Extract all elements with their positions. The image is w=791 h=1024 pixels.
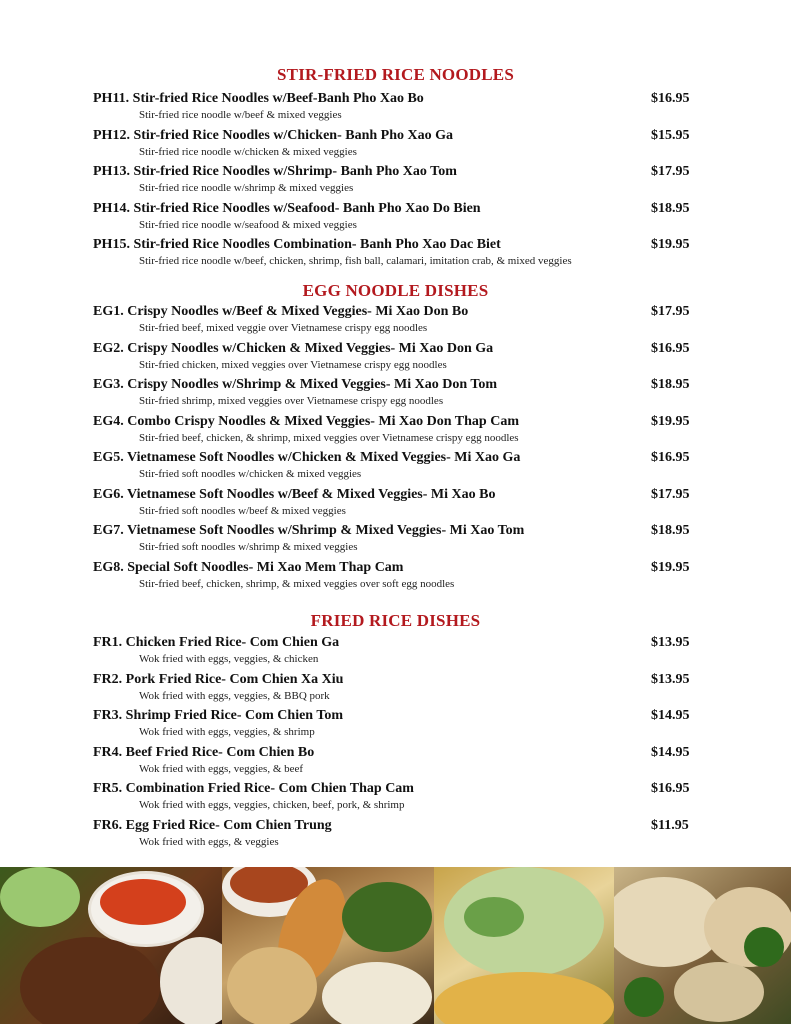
item-price: $11.95 xyxy=(651,817,689,833)
food-photo-grilled-meat-rice xyxy=(0,867,222,1024)
item-name: PH14. Stir-fried Rice Noodles w/Seafood- Banh Pho Xao Do Bien xyxy=(93,200,481,216)
item-price: $19.95 xyxy=(651,559,690,575)
item-price: $19.95 xyxy=(651,413,690,429)
item-description: Stir-fried chicken, mixed veggies over Vietnamese crispy egg noodles xyxy=(139,358,447,371)
cucumber-garnish-shape xyxy=(0,867,80,927)
item-description: Stir-fried soft noodles w/beef & mixed veggies xyxy=(139,504,346,517)
menu-item xyxy=(0,744,791,781)
menu-item xyxy=(0,486,791,523)
menu-item xyxy=(0,413,791,450)
item-price: $14.95 xyxy=(651,744,690,760)
menu-item xyxy=(0,817,791,854)
greens-shape xyxy=(464,897,524,937)
item-name: PH11. Stir-fried Rice Noodles w/Beef-Banh Pho Xao Bo xyxy=(93,91,424,106)
item-price: $17.95 xyxy=(651,164,690,179)
noodle-pile-shape xyxy=(674,962,764,1022)
menu-item xyxy=(0,90,791,127)
section-title: STIR-FRIED RICE NOODLES xyxy=(277,65,514,84)
item-description: Wok fried with eggs, veggies, & BBQ pork xyxy=(139,689,330,702)
food-photo-crispy-noodles xyxy=(434,867,614,1024)
item-description: Stir-fried soft noodles w/shrimp & mixed veggies xyxy=(139,541,358,553)
item-description: Stir-fried soft noodles w/chicken & mixed veggies xyxy=(139,468,362,480)
menu-item xyxy=(0,127,791,164)
menu-item xyxy=(0,303,791,340)
item-price: $14.95 xyxy=(651,708,690,723)
item-description: Stir-fried beef, mixed veggie over Vietnamese crispy egg noodles xyxy=(139,322,428,334)
item-name: EG3. Crispy Noodles w/Shrimp & Mixed Veggies- Mi Xao Don Tom xyxy=(93,377,498,392)
grilled-meat-shape xyxy=(20,937,160,1024)
menu-item xyxy=(0,780,791,817)
section-fried-rice-dishes xyxy=(0,610,791,853)
menu-item xyxy=(0,236,791,273)
section-egg-noodle-dishes xyxy=(0,280,791,595)
item-price: $18.95 xyxy=(651,200,690,216)
item-price: $15.95 xyxy=(651,127,690,143)
food-photo-strip xyxy=(0,867,791,1024)
crispy-noodle-shape xyxy=(434,972,614,1024)
item-name: EG1. Crispy Noodles w/Beef & Mixed Veggies- Mi Xao Don Bo xyxy=(93,304,469,319)
item-price: $13.95 xyxy=(651,671,690,687)
menu-item xyxy=(0,200,791,237)
section-stir-fried-rice-noodles xyxy=(0,64,791,273)
item-name: EG7. Vietnamese Soft Noodles w/Shrimp & Mixed Veggies- Mi Xao Tom xyxy=(93,523,525,538)
menu-item xyxy=(0,376,791,413)
item-description: Wok fried with eggs, veggies, chicken, beef, pork, & shrimp xyxy=(139,799,405,811)
menu-item xyxy=(0,522,791,559)
item-description: Stir-fried rice noodle w/shrimp & mixed veggies xyxy=(139,182,354,194)
menu-item xyxy=(0,634,791,671)
item-description: Stir-fried beef, chicken, & shrimp, mixed veggies over Vietnamese crispy egg noodles xyxy=(139,431,519,444)
broccoli-shape xyxy=(624,977,664,1017)
item-name: FR4. Beef Fried Rice- Com Chien Bo xyxy=(93,744,315,760)
menu-item xyxy=(0,340,791,377)
item-price: $17.95 xyxy=(651,304,690,319)
food-photo-vermicelli-spring-roll xyxy=(222,867,434,1024)
item-name: PH13. Stir-fried Rice Noodles w/Shrimp- Banh Pho Xao Tom xyxy=(93,164,457,179)
menu-item xyxy=(0,163,791,200)
menu-item xyxy=(0,559,791,596)
section-title: EGG NOODLE DISHES xyxy=(302,281,489,300)
food-photo-soft-noodles xyxy=(614,867,791,1024)
noodles-shape xyxy=(322,962,432,1024)
menu-item xyxy=(0,707,791,744)
item-price: $16.95 xyxy=(651,781,690,796)
item-price: $19.95 xyxy=(651,237,690,252)
item-name: FR5. Combination Fried Rice- Com Chien Thap Cam xyxy=(93,781,414,796)
item-price: $18.95 xyxy=(651,523,690,538)
item-description: Stir-fried rice noodle w/beef & mixed veggies xyxy=(139,109,342,121)
crushed-peanuts-shape xyxy=(227,947,317,1024)
item-description: Wok fried with eggs, veggies, & shrimp xyxy=(139,726,315,738)
menu-item xyxy=(0,449,791,486)
item-description: Stir-fried rice noodle w/beef, chicken, shrimp, fish ball, calamari, imitation crab, & mixed veggies xyxy=(139,255,572,267)
item-name: EG2. Crispy Noodles w/Chicken & Mixed Veggies- Mi Xao Don Ga xyxy=(93,340,494,356)
menu-item xyxy=(0,671,791,708)
item-price: $17.95 xyxy=(651,486,690,502)
item-description: Stir-fried rice noodle w/chicken & mixed veggies xyxy=(139,145,357,158)
herbs-shape xyxy=(342,882,432,952)
item-description: Stir-fried shrimp, mixed veggies over Vietnamese crispy egg noodles xyxy=(139,395,444,407)
rice-shape xyxy=(160,937,222,1024)
item-name: FR2. Pork Fried Rice- Com Chien Xa Xiu xyxy=(93,671,344,687)
section-title: FRIED RICE DISHES xyxy=(310,611,481,630)
item-price: $13.95 xyxy=(651,635,690,650)
item-name: EG8. Special Soft Noodles- Mi Xao Mem Thap Cam xyxy=(93,559,404,575)
broccoli-shape-2 xyxy=(744,927,784,967)
item-description: Stir-fried rice noodle w/seafood & mixed veggies xyxy=(139,218,357,231)
item-description: Wok fried with eggs, veggies, & chicken xyxy=(139,653,319,665)
item-description: Stir-fried beef, chicken, shrimp, & mixed veggies over soft egg noodles xyxy=(139,577,455,590)
item-price: $18.95 xyxy=(651,377,690,392)
item-price: $16.95 xyxy=(651,340,690,356)
item-name: PH15. Stir-fried Rice Noodles Combination- Banh Pho Xao Dac Biet xyxy=(93,237,501,252)
item-name: FR6. Egg Fried Rice- Com Chien Trung xyxy=(93,817,332,833)
item-name: EG5. Vietnamese Soft Noodles w/Chicken & Mixed Veggies- Mi Xao Ga xyxy=(93,450,521,465)
item-description: Wok fried with eggs, & veggies xyxy=(139,835,279,848)
item-name: PH12. Stir-fried Rice Noodles w/Chicken- Banh Pho Xao Ga xyxy=(93,127,453,143)
dipping-sauce-shape xyxy=(100,879,186,925)
item-price: $16.95 xyxy=(651,91,690,106)
item-name: EG4. Combo Crispy Noodles & Mixed Veggies- Mi Xao Don Thap Cam xyxy=(93,413,519,429)
item-price: $16.95 xyxy=(651,450,690,465)
item-description: Wok fried with eggs, veggies, & beef xyxy=(139,762,304,775)
item-name: EG6. Vietnamese Soft Noodles w/Beef & Mixed Veggies- Mi Xao Bo xyxy=(93,486,496,502)
item-name: FR1. Chicken Fried Rice- Com Chien Ga xyxy=(93,635,340,650)
item-name: FR3. Shrimp Fried Rice- Com Chien Tom xyxy=(93,708,344,723)
